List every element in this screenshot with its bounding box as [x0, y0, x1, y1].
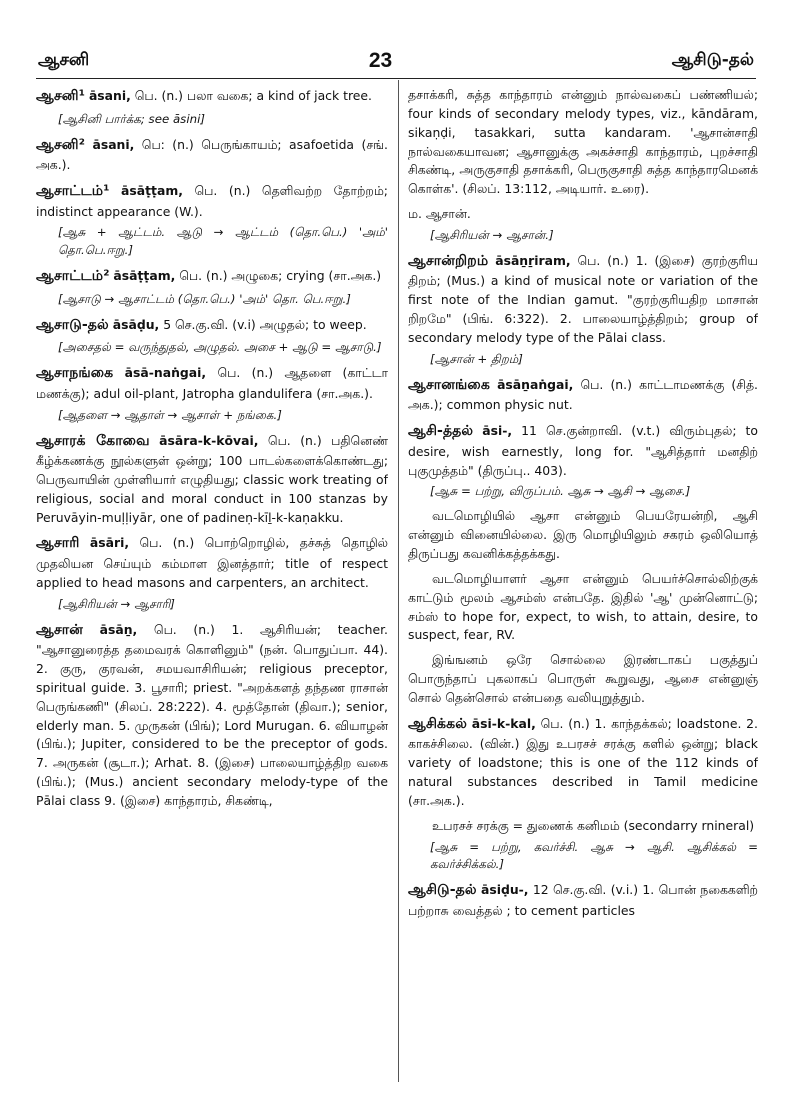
dictionary-entry	[408, 86, 758, 199]
entry-transliteration: āsāṉṟiram,	[495, 252, 571, 268]
entry-transliteration: āsāra-k-kōvai,	[159, 432, 259, 448]
entry-transliteration: āsā-naṅgai,	[124, 365, 207, 381]
entry-text	[408, 651, 758, 708]
dictionary-entry	[408, 251, 758, 369]
dictionary-entry	[408, 880, 758, 920]
entry-transliteration: āsani,	[92, 136, 135, 152]
header-right-guide-word: ஆசிடு-தல்	[671, 50, 754, 70]
entry-headword: ஆசானங்கை	[408, 376, 490, 393]
entry-definition: 12 செ.கு.வி. (v.i.) 1. பொன் நகைகளிற் பற்றாசு வைத்தல் ; to cement particles	[408, 882, 758, 918]
entry-etymology-note: [அசைதல் = வருந்துதல், அழுதல். அசை + ஆடு = ஆசாடு.]	[58, 340, 382, 355]
entry-text	[408, 507, 758, 564]
entry-headword: ஆசாட்டம்¹	[36, 182, 110, 199]
dictionary-entry	[36, 533, 388, 613]
entry-definition: பெ: (n.) பெருங்காயம்; asafoetida (சங். அக.).	[36, 136, 388, 173]
entry-definition: பெ. (n.) தெளிவற்ற தோற்றம்; indistinct appearance (W.).	[36, 182, 388, 219]
entry-definition: பெ. (n.) 1. ஆசிரியன்; teacher. "ஆசானுரைத்த தமைவரக் கொளினும்" (நன். பொதுப்பா. 44). 2. குரு, குரவன், சமயவாசிரியன்; religious preceptor, spiritual guide. 3. பூசாரி; priest. "அறக்களத் தந்தண ராசான் பெருங்கணி" (சிலப். 28:222). 4. மூத்தோன் (திவா.); senior, elderly man. 5. முருகன் (பிங்); Lord Murugan. 6. வியாழன் (பிங்.); Jupiter, considered to be the preceptor of gods. 7. அருகன் (சூடா.); Arhat. 8. (இசை) பாலையாழ்த்திற வகை (பிங்.); (Mus.) ancient secondary melody-type of the Pālai class 9. (இசை) காந்தாரம், சிகண்டி,	[36, 621, 388, 808]
entry-headword: ஆசனி¹	[36, 88, 85, 104]
entry-text	[408, 251, 758, 348]
entry-definition: வடமொழியாளர் ஆசா என்னும் பெயர்ச்சொல்லிற்குக் காட்டும் மூலம் ஆசம்ஸ் என்பதே. இதில் 'ஆ' முன்னொட்டு; சம்ஸ் to hope for, expect, to wish, to attain, desire, to suspect, fear, RV.	[408, 570, 758, 643]
dictionary-entry	[36, 135, 388, 175]
entry-text	[36, 135, 388, 175]
entry-headword: ஆசான்றிறம்	[408, 252, 489, 269]
entry-text	[408, 375, 758, 415]
left-column	[36, 86, 388, 1086]
dictionary-entry	[36, 86, 388, 129]
entry-etymology-note: [ஆசிரியன் → ஆசாரி]	[58, 596, 175, 611]
entry-definition: பெ. (n.) பலா வகை; a kind of jack tree.	[134, 88, 372, 103]
dictionary-entry	[36, 363, 388, 424]
entry-text	[408, 421, 758, 480]
entry-definition: பெ. (n.) ஆதளை (காட்டா மணக்கு); adul oil-plant, Jatropha glandulifera (சா.அக.).	[36, 365, 388, 401]
dictionary-entry	[36, 266, 388, 309]
dictionary-entry	[408, 375, 758, 415]
entry-definition: பெ. (n.) பொற்றொழில், தச்சுத் தொழில் முதலியன செய்யும் கம்மாள இனத்தார்; title of respect applied to head masons and carpenters, an architect.	[36, 535, 388, 590]
entry-transliteration: āsāḍu,	[112, 316, 160, 332]
entry-etymology-note: [ஆசு + ஆட்டம். ஆடு → ஆட்டம் (தொ.பெ.) 'அம்' தொ.பெ.ஈறு.]	[58, 225, 388, 258]
entry-headword: ஆசாடு-தல்	[36, 316, 109, 333]
entry-text	[408, 570, 758, 645]
entry-definition: 5 செ.கு.வி. (v.i) அழுதல்; to weep.	[163, 316, 367, 332]
entry-headword: ஆசனி²	[36, 136, 85, 153]
entry-etymology-note: [ஆசு = பற்று, கவர்ச்சி. ஆசு → ஆசி. ஆசிக்கல் = கவர்ச்சிக்கல்.]	[430, 839, 758, 872]
entry-etymology-note: [ஆதளை → ஆதாள் → ஆசாள் + நங்கை.]	[58, 407, 282, 422]
entry-transliteration: āsāṭṭam,	[121, 182, 183, 198]
entry-headword: ஆசாரக் கோவை	[36, 432, 150, 449]
entry-text	[408, 714, 758, 811]
entry-text	[408, 205, 758, 224]
dictionary-entry	[408, 421, 758, 501]
entry-headword: ஆசிடு-தல்	[408, 882, 477, 899]
dictionary-entry	[408, 205, 758, 245]
entry-definition: பெ. (n.) அழுகை; crying (சா.அக.)	[179, 268, 382, 284]
entry-etymology-note: [ஆசு = பற்று, விருப்பம். ஆசு → ஆசி → ஆசை.]	[430, 484, 691, 499]
entry-text	[408, 880, 758, 920]
entry-transliteration: āsāṉ,	[99, 621, 138, 637]
entry-headword: ஆசி-த்தல்	[408, 423, 474, 440]
entry-definition: தசாக்கரி, சுத்த காந்தாரம் என்னும் நால்வகைப் பண்ணியல்; four kinds of secondary melody types, viz., kāndāram, sikaṇḍi, tasakkari, sutta kandaram. 'ஆசான்சாதி நால்வகையாவன; ஆசானுக்கு அகச்சாதி காந்தாரம், புறச்சாதி சிகண்டி, அருகுசாதி தசாக்கரி, பெருகுசாதி சுத்த காந்தாரமெனக் கொள்க'. (சிலப். 13:112, அடியார். உரை).	[408, 87, 758, 197]
entry-transliteration: āsi-,	[482, 423, 513, 439]
dictionary-entry	[408, 570, 758, 645]
header-rule	[36, 78, 756, 79]
entry-text	[36, 315, 388, 337]
entry-transliteration: āsani,	[88, 88, 131, 103]
page-number: 23	[368, 49, 393, 72]
dictionary-entry	[36, 181, 388, 260]
entry-headword: ஆசான்	[36, 621, 83, 638]
entry-definition: பெ. (n.) 1. (இசை) குரற்குரிய திறம்; (Mus.) a kind of musical note or variation of the first note of the Indian gamut. "குரற்குரியதிற மாசான் றிறமே" (பிங். 6:322). 2. பாலையாழ்த்திறம்; group of secondary melody type of the Pālai class.	[408, 252, 758, 345]
entry-headword: ஆசாரி	[36, 535, 80, 552]
header-left-guide-word: ஆசனி	[38, 50, 90, 70]
entry-definition: வடமொழியில் ஆசா என்னும் பெயரேயன்றி, ஆசி என்னும் வினையில்லை. இரு மொழியிலும் சகரம் ஒலியொத் திருப்பது கவனிக்கத்தக்கது.	[408, 508, 758, 561]
entry-transliteration: āsi-k-kal,	[471, 715, 536, 731]
entry-text	[36, 266, 388, 288]
entry-transliteration: āsāṭṭam,	[113, 268, 176, 284]
entry-text	[36, 86, 388, 108]
dictionary-entry	[36, 620, 388, 811]
entry-definition: பெ. (n.) பதினெண் கீழ்க்கணக்கு நூல்களுள் ஒன்று; 100 பாடல்களைக்கொண்டது; பெருவாயின் முள்ளியார் எழுதியது; classic work treating of religious, social and moral conduct in 100 stanzas by Peruvāyin-muḷḷiyār, one of padineṇ-kīḻ-k-kaṇakku.	[36, 432, 388, 525]
entry-etymology-note: [ஆசாடு → ஆசாட்டம் (தொ.பெ.) 'அம்' தொ. பெ.ஈறு.]	[58, 291, 351, 306]
dictionary-entry	[408, 507, 758, 564]
dictionary-entry	[36, 315, 388, 358]
entry-transliteration: āsiḍu-,	[480, 882, 529, 898]
entry-definition: பெ. (n.) காட்டாமணக்கு (சித். அக.); common physic nut.	[408, 376, 758, 413]
entry-text	[36, 181, 388, 221]
entry-text	[408, 817, 758, 836]
entry-transliteration: āsāri,	[89, 535, 130, 551]
entry-text	[36, 620, 388, 811]
dictionary-entry	[36, 431, 388, 528]
entry-text	[36, 431, 388, 528]
entry-definition: உபரசச் சரக்கு = துணைக் கனிமம் (secondarry rnineral)	[432, 817, 755, 833]
entry-text	[36, 533, 388, 592]
entry-text	[408, 86, 758, 199]
right-column	[408, 86, 758, 1086]
entry-etymology-note: [ஆசினி பார்க்க; see āsini]	[58, 111, 205, 126]
entry-text	[36, 363, 388, 403]
entry-definition: பெ. (n.) 1. காந்தக்கல்; loadstone. 2. காகச்சிலை. (வின்.) இது உபரசச் சரக்கு களில் ஒன்று; black variety of loadstone; this is one of the 112 kinds of natural substances described in Tamil medicine (சா.அக.).	[408, 715, 758, 808]
dictionary-entry	[408, 651, 758, 708]
page-header	[38, 44, 754, 78]
entry-definition: ம. ஆசான்.	[408, 206, 471, 222]
column-divider	[398, 80, 399, 1082]
entry-headword: ஆசாநங்கை	[36, 365, 114, 382]
entry-headword: ஆசாட்டம்²	[36, 268, 110, 285]
entry-etymology-note: [ஆசிரியன் → ஆசான்.]	[430, 227, 554, 242]
entry-definition: இங்ஙனம் ஒரே சொல்லை இரண்டாகப் பகுத்துப் பொருந்தாப் புகலாகப் பொருள் கூறுவது, ஆசை என்னுஞ் சொல் தென்சொல் என்பதை வலியுறுத்தும்.	[408, 652, 758, 705]
dictionary-entry	[408, 714, 758, 811]
entry-headword: ஆசிக்கல்	[408, 715, 467, 732]
entry-etymology-note: [ஆசான் + திறம்]	[430, 351, 523, 366]
dictionary-entry	[408, 817, 758, 875]
entry-definition: 11 செ.குன்றாவி. (v.t.) விரும்புதல்; to desire, wish earnestly, long for. "ஆசித்தார் மனதிற் புகுமுத்தம்" (திருப்பு.. 403).	[408, 423, 758, 478]
entry-transliteration: āsāṉaṅgai,	[497, 376, 574, 392]
